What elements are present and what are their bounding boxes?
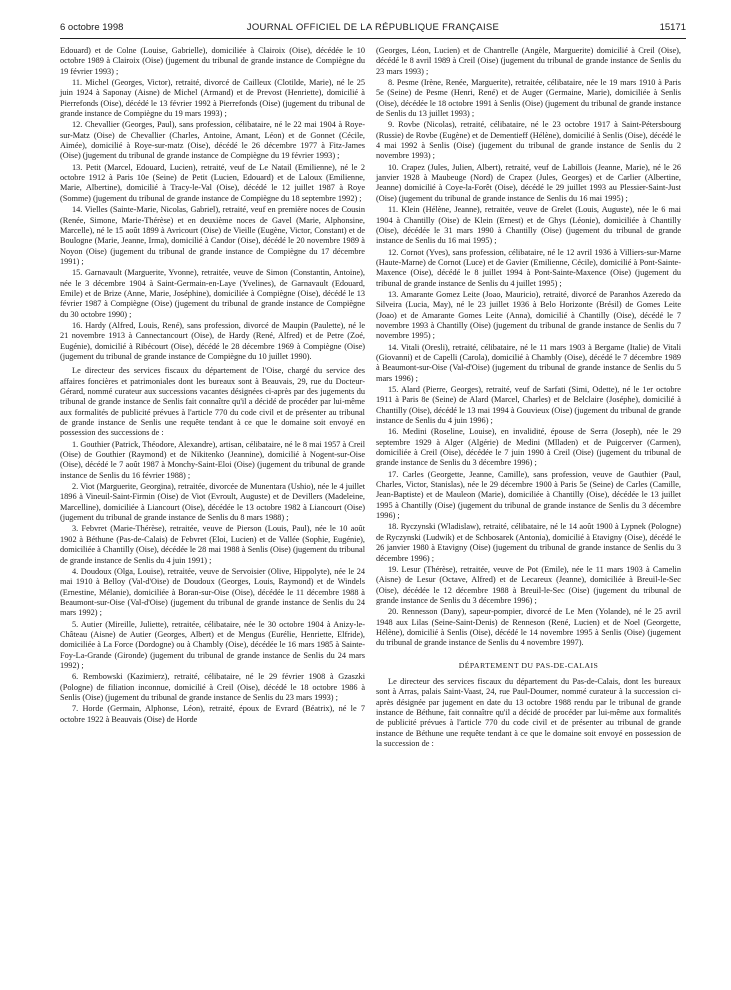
notice-paragraph: 2. Viot (Marguerite, Georgina), retraitée, divorcée de Munentara (Ushio), née le 4 juillet 1896 à Vineuil-Saint-Firmin (Oise) de Viot (Evroult, Auguste) et de Devillers (Madeleine, Marcelline), domiciliée à Liancourt (Oise), décédée le 13 octobre 1982 à Liancourt (Oise) (jugement du tribunal de grande instance de Senlis du 8 mars 1988) ; [60, 482, 365, 523]
notice-paragraph: 15. Garnavault (Marguerite, Yvonne), retraitée, veuve de Simon (Constantin, Antoine), née le 3 décembre 1904 à Saint-Germain-en-Laye (Yvelines), de Garnavault (Edouard, Emile) et de Brize (Anne, Marie, Joséphine), domiciliée à Compiègne (Oise), décédé le 13 février 1987 à Compiègne (Oise) (jugement du tribunal de grande instance de Compiègne du 30 octobre 1990) ; [60, 268, 365, 319]
notice-paragraph: 12. Cornot (Yves), sans profession, célibataire, né le 12 avril 1936 à Villiers-sur-Marne (Haute-Marne) de Cornot (Luce) et de Gavier (Emilienne, Cécile), domicilié à Pont-Sainte-Maxence (Oise), décédé le 8 juillet 1994 à Pont-Sainte-Maxence (Oise) (jugement du tribunal de grande instance de Senlis du 4 juillet 1995) ; [376, 247, 681, 288]
section-intro-paragraph: Le directeur des services fiscaux du département du Pas-de-Calais, dont les bureaux sont à Arras, palais Saint-Vaast, 24, rue Paul-Doumer, nommé curateur à la succession ci-après désignée par jugement en date du 13 octobre 1988 rendu par le tribunal de grande instance de Béthune, fait connaître qu'il a décidé de procéder par lui-même aux formalités de publicité prévues à l'article 770 du code civil et de présenter au tribunal de grande instance de Béthune une requête tendant à ce que le domaine soit envoyé en possession de la succession de : [376, 676, 681, 748]
notice-paragraph: 11. Michel (Georges, Victor), retraité, divorcé de Cailleux (Clotilde, Marie), né le 25 juin 1924 à Saponay (Aisne) de Michel (Armand) et de Prevost (Henriette), domicilié à Pierrefonds (Oise), décédé le 13 février 1992 à Pierrefonds (Oise) (jugement du tribunal de grande instance de Compiègne du 19 mars 1993) ; [60, 78, 365, 119]
notice-paragraph: 1. Gouthier (Patrick, Théodore, Alexandre), artisan, célibataire, né le 8 mai 1957 à Creil (Oise) de Gouthier (Raymond) et de Nikitenko (Jeannine), domicilié à Nogent-sur-Oise (Oise), décédé le 7 août 1987 à Monchy-Saint-Eloi (Oise) (jugement du tribunal de grande instance de Senlis du 16 février 1988) ; [60, 439, 365, 480]
notice-paragraph: 13. Petit (Marcel, Edouard, Lucien), retraité, veuf de Le Natail (Emilienne), né le 2 octobre 1912 à Paris 10e (Seine) de Petit (Lucien, Edouard) et de Laloux (Emilienne, Marie, Albertine), domicilié à Tracy-le-Val (Oise), décédé le 12 juillet 1987 à Roye (Somme) (jugement du tribunal de grande instance de Compiègne du 18 septembre 1992) ; [60, 162, 365, 203]
notice-paragraph: 15. Alard (Pierre, Georges), retraité, veuf de Sarfati (Simi, Odette), né le 1er octobre 1911 à Paris 8e (Seine) de Alard (Marcel, Charles) et de Belclaire (Joséphe), domicilié à Chantilly (Oise), décédé le 13 mai 1994 à Gouvieux (Oise) (jugement du tribunal de grande instance de Senlis du 4 juin 1996) ; [376, 385, 681, 426]
notice-paragraph: 8. Pesme (Irène, Renée, Marguerite), retraitée, célibataire, née le 19 mars 1910 à Paris 5e (Seine) de Pesme (Henri, René) et de Auger (Germaine, Marie), domiciliée à Senlis (Oise), décédée le 18 octobre 1991 à Senlis (Oise) (jugement du tribunal de grande instance de Senlis du 13 juillet 1993) ; [376, 78, 681, 119]
notice-paragraph: 6. Rembowski (Kazimierz), retraité, célibataire, né le 29 février 1908 à Gzaszki (Pologne) de filiation inconnue, domicilié à Creil (Oise), décédé le 18 octobre 1986 à Senlis (Oise) (jugement du tribunal de grande instance de Senlis du 23 mars 1993) ; [60, 672, 365, 702]
page-number: 15171 [659, 22, 686, 33]
notice-intro-paragraph: Le directeur des services fiscaux du département de l'Oise, chargé du service des affaires foncières et patrimoniales dont les bureaux sont à Beauvais, 29, rue du Docteur-Gérard, nommé curateur aux successions vacantes désignées ci-après par des jugements du tribunal de grande instance de Senlis fait connaître qu'il a décidé de procéder par lui-même aux formalités de publicité prévues à l'article 770 du code civil et de présenter au tribunal de grande instance de Senlis une requête tendant à ce que le domaine soit envoyé en possession des successions de : [60, 366, 365, 438]
notice-paragraph: 3. Febvret (Marie-Thérèse), retraitée, veuve de Pierson (Louis, Paul), née le 10 août 1902 à Béthune (Pas-de-Calais) de Febvret (Eloi, Lucien) et de Vallée (Sophie, Eugénie), domiciliée à Chantilly (Oise), décédée le 28 mai 1988 à Senlis (Oise) (jugement du tribunal de grande instance de Senlis du 4 juin 1991) ; [60, 524, 365, 565]
notice-paragraph: 16. Hardy (Alfred, Louis, René), sans profession, divorcé de Maupin (Paulette), né le 21 novembre 1913 à Cannectancourt (Oise), de Hardy (René, Alfred) et de Petre (Zoé, Eugénie), domicilié à Ribécourt (Oise), décédé le 28 décembre 1969 à Compiègne (Oise) (jugement du tribunal de grande instance de Compiègne du 10 juillet 1990). [60, 320, 365, 361]
notice-paragraph: 13. Amarante Gomez Leite (Joao, Mauricio), retraité, divorcé de Paranhos Azeredo da Silveira (Lucia, May), né le 23 juillet 1936 à Belo Horizonte (Brésil) de Gomes Leite (Joao) et de Amarante Gomes Leite (Anna), domicilié à Chantilly (Oise), décédé le 7 novembre 1993 à Chantilly (Oise) (jugement du tribunal de grande instance de Senlis du 7 novembre 1995) ; [376, 289, 681, 341]
notice-paragraph: 4. Doudoux (Olga, Louise), retraitée, veuve de Servoisier (Olive, Hippolyte), née le 24 mai 1910 à Belloy (Val-d'Oise) de Doudoux (Georges, Louis, Raymond) et de Windels (Ernestine, Mélanie), domiciliée à Boran-sur-Oise (Oise), décédée le 11 décembre 1988 à Beaumont-sur-Oise (Val-d'Oise) (jugement du tribunal de grande instance de Senlis du 24 mars 1992) ; [60, 566, 365, 618]
notice-paragraph: 18. Ryczynski (Wladislaw), retraité, célibataire, né le 14 août 1900 à Lypnek (Pologne) de Ryczynski (Ludwik) et de Schbosarek (Antonia), domicilié à Etavigny (Oise), décédé le 26 janvier 1980 à Etavigny (Oise) (jugement du tribunal de grande instance de Senlis du 3 décembre 1996) ; [376, 522, 681, 563]
notice-paragraph: 16. Medini (Roseline, Louise), en invalidité, épouse de Serra (Joseph), née le 29 septembre 1929 à Alger (Algérie) de Medini (Mlladen) et de Puigcerver (Carmen), domiciliée à Creil (Oise), décédée le 7 juin 1990 à Creil (Oise) (jugement du tribunal de grande instance de Senlis du 3 décembre 1996) ; [376, 427, 681, 468]
notice-paragraph: 20. Rennesson (Dany), sapeur-pompier, divorcé de Le Men (Yolande), né le 25 avril 1948 aux Lilas (Seine-Saint-Denis) de Renneson (René, Lucien) et de Noel (Georgette, Hélène), domicilié à Senlis (Oise), décédé le 14 novembre 1995 à Senlis (Oise) (jugement du tribunal de grande instance de Senlis du 4 novembre 1997). [376, 607, 681, 648]
notice-paragraph: 7. Horde (Germain, Alphonse, Léon), retraité, époux de Evrard (Béatrix), né le 7 octobre 1922 à Beauvais (Oise) de Horde [60, 704, 365, 724]
notice-paragraph: Edouard) et de Colne (Louise, Gabrielle), domiciliée à Clairoix (Oise), décédée le 10 octobre 1989 à Clairoix (Oise) (jugement du tribunal de grande instance de Compiègne du 19 février 1993) ; [60, 46, 365, 76]
notice-paragraph: 12. Chevallier (Georges, Paul), sans profession, célibataire, né le 22 mai 1904 à Roye-sur-Matz (Oise) de Chevallier (Charles, Antoine, Amant, Léon) et de Gonnet (Cécile, Aimée), domicilié à Roye-sur-matz (Oise), décédé le 26 décembre 1977 à Fitz-James (Oise) (jugement du tribunal de grande instance de Compiègne du 19 février 1993) ; [60, 120, 365, 161]
notice-paragraph: 17. Carles (Georgette, Jeanne, Camille), sans profession, veuve de Gauthier (Paul, Charles, Victor, Stanislas), née le 29 décembre 1900 à Paris 5e (Seine) de Carles (Camille, Jean-Baptiste) et de Mauleon (Marie), domiciliée à Chantilly (Oise), décédée le 13 juillet 1995 à Chantilly (Oise) (jugement du tribunal de grande instance de Senlis du 3 décembre 1996) ; [376, 469, 681, 521]
page-header [60, 22, 686, 36]
right-column [376, 46, 681, 749]
left-column [60, 46, 365, 725]
notice-paragraph: 14. Vitali (Oresli), retraité, célibataire, né le 11 mars 1903 à Bergame (Italie) de Vitali (Giovanni) et de Capelli (Carola), domicilié à Chambly (Oise), décédé le 7 décembre 1989 à Beaumont-sur-Oise (Val-d'Oise) (jugement du tribunal de grande instance de Senlis du 5 mars 1996) ; [376, 342, 681, 383]
journal-title: JOURNAL OFFICIEL DE LA RÉPUBLIQUE FRANÇAISE [246, 22, 500, 33]
notice-paragraph: (Georges, Léon, Lucien) et de Chantrelle (Angèle, Marguerite) domicilié à Creil (Oise), décédé le 8 avril 1989 à Creil (Oise) (jugement du tribunal de grande instance de Senlis du 23 mars 1993) ; [376, 46, 681, 76]
notice-paragraph: 19. Lesur (Thérèse), retraitée, veuve de Pot (Emile), née le 11 mars 1903 à Camelin (Aisne) de Lesur (Octave, Alfred) et de Lecareux (Jeanne), domiciliée à Breuil-le-Sec (Oise), décédée le 12 décembre 1988 à Breuil-le-Sec (Oise) (jugement du tribunal de grande instance de Senlis du 3 décembre 1996) ; [376, 564, 681, 605]
right-entries [376, 46, 681, 649]
header-rule [60, 38, 686, 39]
notice-paragraph: 5. Autier (Mireille, Juliette), retraitée, célibataire, née le 30 octobre 1904 à Anizy-le-Château (Aisne) de Autier (Georges, Albert) et de Mengus (Eurélie, Henriette, Elfride), domiciliée à La Force (Dordogne) ou à Chambly (Oise), décédée le 16 mars 1985 à Sainte-Foy-La-Grande (Gironde) (jugement du tribunal de grande instance de Senlis du 24 mars 1992) ; [60, 619, 365, 670]
notice-paragraph: 14. Vielles (Sainte-Marie, Nicolas, Gabriel), retraité, veuf en première noces de Cousin (Renée, Simone, Marie-Thérèse) et en deuxième noces de Gavel (Marie, Alphonsine, Marcelle), né le 15 août 1899 à Avricourt (Oise) de Vieille (Eugène, Victor, Constant) et de Boulogne (Marie, Jeanne, Irma), domicilié à Candor (Oise), décédé le 20 novembre 1989 à Noyon (Oise) (jugement du tribunal de grande instance de Compiègne du 17 décembre 1991) ; [60, 205, 365, 266]
notice-paragraph: 11. Klein (Hélène, Jeanne), retraitée, veuve de Grelet (Louis, Auguste), née le 6 mai 1904 à Chantilly (Oise) de Klein (Ernest) et de Ghys (Léonie), domiciliée à Chantilly (Oise), décédée le 31 mars 1990 à Chantilly (Oise) (jugement du tribunal de grande instance de Senlis du 16 mai 1995) ; [376, 205, 681, 246]
section-heading: DÉPARTEMENT DU PAS-DE-CALAIS [458, 660, 599, 670]
notice-paragraph: 10. Crapez (Jules, Julien, Albert), retraité, veuf de Labillois (Jeanne, Marie), né le 26 janvier 1928 à Maubeuge (Nord) de Crapez (Jules, Georges) et de Carlier (Albertine, Jeanne) domicilié à Coye-la-Forêt (Oise), décédé le 29 juillet 1993 au Plessier-Saint-Just (Oise) (jugement du tribunal de grande instance de Senlis du 16 mai 1995) ; [376, 162, 681, 203]
issue-date: 6 octobre 1998 [60, 22, 124, 33]
notice-paragraph: 9. Rovbe (Nicolas), retraité, célibataire, né le 23 octobre 1917 à Saint-Pétersbourg (Russie) de Rovbe (Eugène) et de Dementieff (Hélène), domicilié à Senlis (Oise), décédé le 4 mai 1992 à Senlis (Oise) (jugement du tribunal de grande instance de Senlis du 2 novembre 1993) ; [376, 120, 681, 161]
